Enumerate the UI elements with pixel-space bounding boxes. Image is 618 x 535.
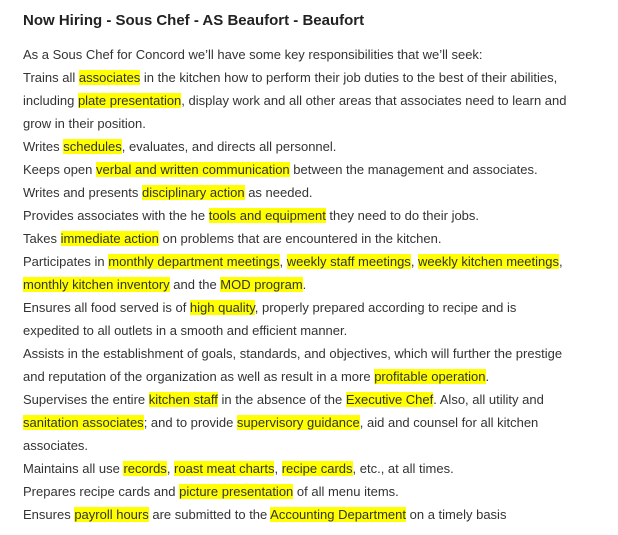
description-line — [23, 437, 88, 455]
text-segment: Ensures all food served is of — [23, 300, 190, 315]
text-segment: , — [166, 461, 175, 476]
text-segment: and reputation of the organization as well as result in a more — [23, 369, 375, 384]
description-line — [23, 483, 399, 501]
text-segment: are submitted to the — [148, 507, 271, 522]
text-segment: . Also, all utility and — [433, 392, 544, 407]
text-segment: Trains all — [23, 70, 79, 85]
text-segment: as needed. — [244, 185, 313, 200]
text-segment: , etc., at all times. — [352, 461, 454, 476]
description-line — [23, 230, 441, 248]
description-line — [23, 253, 563, 271]
text-segment: expedited to all outlets in a smooth and efficient manner. — [23, 323, 348, 338]
text-segment: Writes and presents — [23, 185, 142, 200]
text-segment: on a timely basis — [406, 507, 507, 522]
description-line — [23, 414, 538, 432]
description-line — [23, 391, 544, 409]
text-segment: between the management and associates. — [289, 162, 538, 177]
description-line — [23, 138, 336, 156]
highlighted-keyword: associates — [78, 70, 141, 85]
highlighted-keyword: profitable operation — [374, 369, 486, 384]
description-line — [23, 322, 347, 340]
text-segment: , — [274, 461, 282, 476]
text-segment: , — [558, 254, 563, 269]
highlighted-keyword: monthly kitchen inventory — [23, 277, 170, 292]
job-title: Now Hiring - Sous Chef - AS Beaufort - Beaufort — [23, 12, 365, 29]
highlighted-keyword: Executive Chef — [345, 392, 434, 407]
highlighted-keyword: schedules — [63, 139, 122, 154]
highlighted-keyword: recipe cards — [281, 461, 353, 476]
description-line — [23, 69, 557, 87]
text-segment: Ensures — [23, 507, 75, 522]
text-segment: on problems that are encountered in the kitchen. — [158, 231, 442, 246]
description-line — [23, 115, 146, 133]
highlighted-keyword: weekly kitchen meetings — [418, 254, 559, 269]
highlighted-keyword: payroll hours — [74, 507, 149, 522]
highlighted-keyword: supervisory guidance — [236, 415, 360, 430]
highlighted-keyword: kitchen staff — [148, 392, 218, 407]
text-segment: , aid and counsel for all kitchen — [359, 415, 539, 430]
description-line — [23, 161, 538, 179]
highlighted-keyword: Accounting Department — [270, 507, 407, 522]
text-segment: of all menu items. — [293, 484, 399, 499]
text-segment: Participates in — [23, 254, 109, 269]
text-segment: in the absence of the — [217, 392, 346, 407]
highlighted-keyword: high quality — [189, 300, 255, 315]
text-segment: , — [410, 254, 419, 269]
text-segment: grow in their position. — [23, 116, 146, 131]
text-segment: in the kitchen how to perform their job duties to the best of their abilities, — [140, 70, 558, 85]
highlighted-keyword: picture presentation — [179, 484, 294, 499]
text-segment: . — [485, 369, 490, 384]
text-segment: Maintains all use — [23, 461, 124, 476]
description-line — [23, 184, 313, 202]
text-segment: including — [23, 93, 78, 108]
description-line — [23, 345, 562, 363]
highlighted-keyword: weekly staff meetings — [286, 254, 411, 269]
text-segment: , properly prepared according to recipe and is — [254, 300, 517, 315]
highlighted-keyword: records — [123, 461, 167, 476]
highlighted-keyword: tools and equipment — [208, 208, 326, 223]
text-segment: Supervises the entire — [23, 392, 149, 407]
description-line — [23, 460, 454, 478]
text-segment: they need to do their jobs. — [325, 208, 480, 223]
text-segment: and the — [169, 277, 221, 292]
description-line — [23, 92, 566, 110]
text-segment: Provides associates with the he — [23, 208, 209, 223]
highlighted-keyword: MOD program — [220, 277, 303, 292]
text-segment: . — [302, 277, 307, 292]
highlighted-keyword: immediate action — [60, 231, 159, 246]
text-segment: , evaluates, and directs all personnel. — [121, 139, 337, 154]
text-segment: Assists in the establishment of goals, standards, and objectives, which will further the prestige — [23, 346, 563, 361]
highlighted-keyword: sanitation associates — [23, 415, 144, 430]
text-segment: Prepares recipe cards and — [23, 484, 180, 499]
text-segment: associates. — [23, 438, 89, 453]
text-segment: Writes — [23, 139, 64, 154]
highlighted-keyword: disciplinary action — [141, 185, 245, 200]
highlighted-keyword: roast meat charts — [174, 461, 275, 476]
text-segment: , display work and all other areas that associates need to learn and — [181, 93, 567, 108]
description-line — [23, 207, 479, 225]
description-line — [23, 276, 306, 294]
highlighted-keyword: plate presentation — [77, 93, 182, 108]
text-segment: ; and to provide — [143, 415, 237, 430]
text-segment: As a Sous Chef for Concord we’ll have some key responsibilities that we’ll seek: — [23, 47, 483, 62]
description-line — [23, 299, 516, 317]
highlighted-keyword: monthly department meetings — [108, 254, 280, 269]
text-segment: , — [279, 254, 287, 269]
text-segment: Takes — [23, 231, 61, 246]
text-segment: Keeps open — [23, 162, 97, 177]
job-posting — [23, 10, 603, 522]
description-line — [23, 506, 506, 524]
highlighted-keyword: verbal and written communication — [96, 162, 290, 177]
description-line — [23, 368, 489, 386]
description-line — [23, 46, 483, 64]
